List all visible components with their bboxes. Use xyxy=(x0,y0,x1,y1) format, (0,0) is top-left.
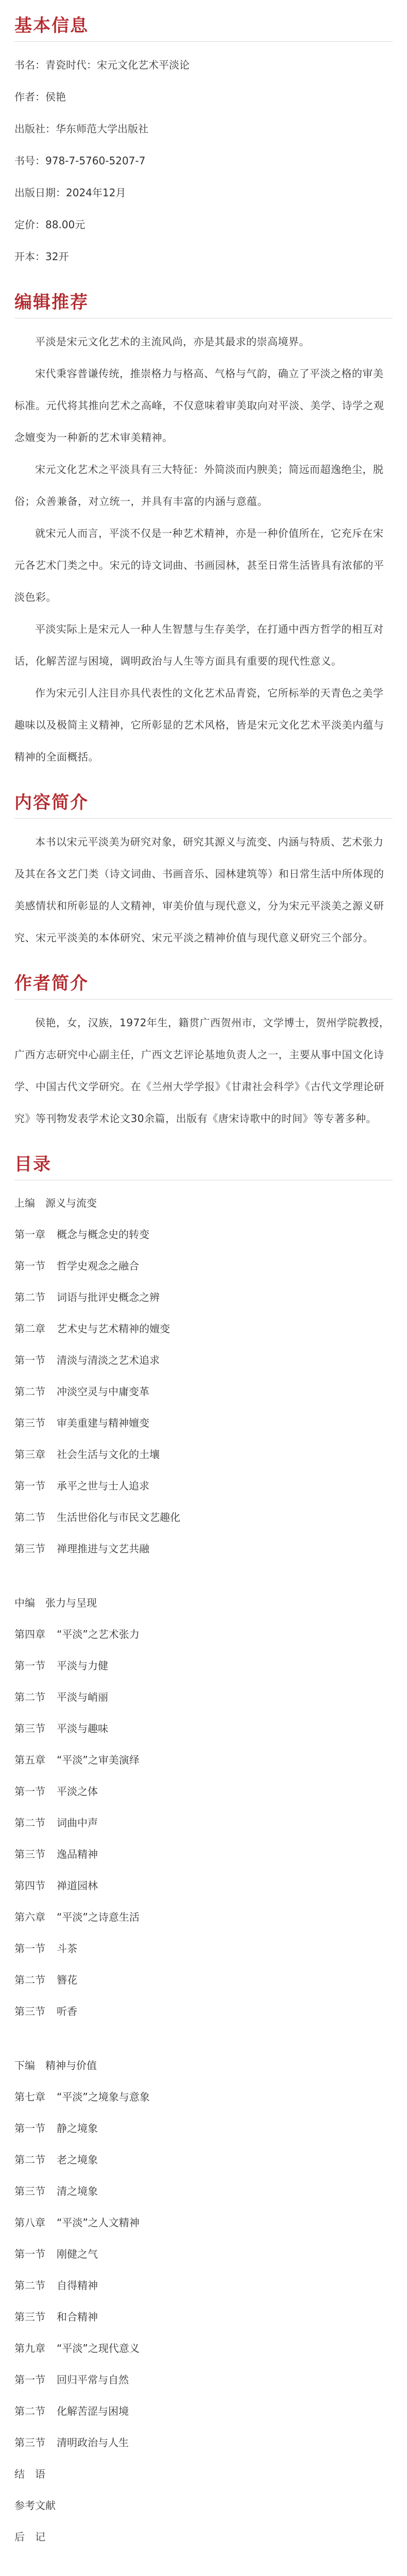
toc-entry xyxy=(14,2239,393,2270)
info-value: 侯艳 xyxy=(45,91,66,103)
toc-entry xyxy=(14,1870,393,1902)
toc-entry-number: 第六章 xyxy=(14,1911,45,1923)
toc-entry-number: 第九章 xyxy=(14,2342,45,2354)
toc-entry xyxy=(14,2081,393,2113)
toc-entry-number: 第一节 xyxy=(14,2374,45,2386)
toc-entry-number: 第一章 xyxy=(14,1228,45,1241)
toc-entry xyxy=(14,1996,393,2027)
toc-entry xyxy=(14,1502,393,1533)
toc-entry-title: 审美重建与精神嬗变 xyxy=(57,1417,149,1429)
toc-entry-title: 词曲中声 xyxy=(57,1817,98,1829)
toc-entry xyxy=(14,1776,393,1807)
toc-entry xyxy=(14,2364,393,2396)
toc-entry-number: 第五章 xyxy=(14,1754,45,1766)
toc-part-title: 下编 精神与价值 xyxy=(14,2059,97,2072)
toc-entry-number: 第二节 xyxy=(14,1817,45,1829)
toc-entry xyxy=(14,2427,393,2459)
toc-entry-number: 第一节 xyxy=(14,1354,45,1366)
info-value: 青瓷时代：宋元文化艺术平淡论 xyxy=(45,59,190,71)
info-value: 88.00元 xyxy=(45,218,86,231)
basic-info-list xyxy=(14,49,393,273)
toc-entry xyxy=(14,1313,393,1345)
toc-entry-title: 承平之世与士人追求 xyxy=(57,1480,149,1492)
toc-entry-title: 化解苦涩与困境 xyxy=(57,2405,129,2417)
toc-entry-number: 第三节 xyxy=(14,2436,45,2449)
info-row xyxy=(14,241,393,273)
toc-entry xyxy=(14,2396,393,2427)
editor-recommend-section xyxy=(14,289,393,773)
toc-heading: 目录 xyxy=(14,1154,52,1175)
toc-entry-number: 第三节 xyxy=(14,2005,45,2018)
toc-entry-number: 第二节 xyxy=(14,1291,45,1303)
toc-entry-title: 概念与概念史的转变 xyxy=(57,1228,149,1241)
toc-entry-number: 第二章 xyxy=(14,1323,45,1335)
toc-entry xyxy=(14,1933,393,1964)
toc-list xyxy=(14,1188,393,2553)
toc-spacer xyxy=(14,1565,393,1587)
toc-entry-number: 第三章 xyxy=(14,1448,45,1461)
toc-entry-number: 第二节 xyxy=(14,1691,45,1703)
info-label: 开本： xyxy=(14,250,45,263)
toc-entry xyxy=(14,1470,393,1502)
paragraph: 宋元文化艺术之平淡具有三大特征：外简淡而内腴美；简远而超逸绝尘，脱俗；众善兼备，对立统一，并具有丰富的内涵与意蕴。 xyxy=(14,463,384,507)
toc-entry-number: 第七章 xyxy=(14,2091,45,2103)
paragraph: 宋代秉容普谦传统，推崇格力与格高、气格与气韵，确立了平淡之格的审美标准。元代将其推向艺术之高峰，不仅意味着审美取向对平淡、美学、诗学之观念嬗变为一种新的艺术审美精神。 xyxy=(14,367,384,444)
author-intro-section xyxy=(14,970,393,1134)
toc-entry-title: “平淡”之诗意生活 xyxy=(57,1911,140,1923)
toc-entry-number: 第八章 xyxy=(14,2216,45,2229)
toc-entry-title: “平淡”之审美演绎 xyxy=(57,1754,140,1766)
paragraph: 作为宋元引人注目亦具代表性的文化艺术品青瓷，它所标举的天青色之美学趣味以及极简主义精神，它所彰显的艺术风格，皆是宋元文化艺术平淡美内蕴与精神的全面概括。 xyxy=(14,687,384,763)
paragraph: 平淡实际上是宋元人一种人生智慧与生存美学，在打通中西方哲学的相互对话，化解苦涩与困境，调明政治与人生等方面具有重要的现代性意义。 xyxy=(14,623,384,667)
toc-entry-number: 第一节 xyxy=(14,2248,45,2260)
toc-entry xyxy=(14,1376,393,1408)
info-label: 书名： xyxy=(14,59,45,71)
toc-entry-title: 和合精神 xyxy=(57,2311,98,2323)
toc-entry-number: 第二节 xyxy=(14,1385,45,1398)
divider xyxy=(14,41,393,42)
toc-entry xyxy=(14,2270,393,2301)
toc-entry-title: 逸品精神 xyxy=(57,1848,98,1860)
toc-entry xyxy=(14,1902,393,1933)
info-label: 定价： xyxy=(14,218,45,231)
toc-entry-number: 第一节 xyxy=(14,1785,45,1798)
info-row xyxy=(14,145,393,177)
toc-entry-number: 第三节 xyxy=(14,1543,45,1555)
info-label: 书号： xyxy=(14,155,45,167)
toc-entry-title: 禅理推进与文艺共融 xyxy=(57,1543,149,1555)
toc-entry-number: 第四节 xyxy=(14,1879,45,1892)
toc-entry xyxy=(14,1282,393,1313)
toc-entry-title: 平淡与峭丽 xyxy=(57,1691,108,1703)
toc-entry-number: 第二节 xyxy=(14,2154,45,2166)
content-intro-section xyxy=(14,789,393,954)
toc-entry-title: 老之境象 xyxy=(57,2154,98,2166)
editor-recommend-body xyxy=(14,326,393,773)
toc-entry-number: 第四章 xyxy=(14,1628,45,1640)
author-intro-heading: 作者简介 xyxy=(14,973,89,994)
toc-entry-title: 社会生活与文化的土壤 xyxy=(57,1448,160,1461)
toc-entry-title: 平淡之体 xyxy=(57,1785,98,1798)
toc-entry xyxy=(14,1713,393,1744)
toc-spacer xyxy=(14,2027,393,2050)
toc-entry xyxy=(14,2333,393,2364)
toc-entry xyxy=(14,1250,393,1282)
info-value: 32开 xyxy=(45,250,69,263)
toc-entry xyxy=(14,2207,393,2239)
toc-section xyxy=(14,1151,393,2553)
toc-entry-number: 第三节 xyxy=(14,2185,45,2197)
toc-entry-title: 平淡与力健 xyxy=(57,1659,108,1672)
toc-entry xyxy=(14,1219,393,1250)
toc-entry-number: 第三节 xyxy=(14,2311,45,2323)
info-row xyxy=(14,177,393,209)
toc-entry xyxy=(14,2144,393,2176)
basic-info-heading: 基本信息 xyxy=(14,15,89,36)
toc-entry-title: 自得精神 xyxy=(57,2279,98,2292)
info-row xyxy=(14,49,393,81)
content-intro-body xyxy=(14,826,393,954)
toc-entry-number: 第三节 xyxy=(14,1848,45,1860)
toc-entry xyxy=(14,2176,393,2207)
divider xyxy=(14,818,393,819)
basic-info-section xyxy=(14,12,393,273)
content-intro-heading: 内容简介 xyxy=(14,792,89,813)
toc-entry-title: 清明政治与人生 xyxy=(57,2436,129,2449)
editor-recommend-heading: 编辑推荐 xyxy=(14,292,89,313)
author-intro-body xyxy=(14,1007,393,1134)
toc-entry-title: 簪花 xyxy=(57,1974,77,1986)
info-label: 出版日期： xyxy=(14,187,66,199)
info-value: 978-7-5760-5207-7 xyxy=(45,155,146,167)
toc-entry-title: “平淡”之境象与意象 xyxy=(57,2091,150,2103)
toc-entry xyxy=(14,1807,393,1839)
toc-entry-number: 第三节 xyxy=(14,1722,45,1735)
toc-entry-title: 听香 xyxy=(57,2005,77,2018)
info-row xyxy=(14,113,393,145)
toc-entry-title: “平淡”之现代意义 xyxy=(57,2342,140,2354)
toc-entry-title: 生活世俗化与市民文艺趣化 xyxy=(57,1511,180,1523)
toc-entry-title: 回归平常与自然 xyxy=(57,2374,129,2386)
info-row xyxy=(14,81,393,113)
toc-entry xyxy=(14,1439,393,1470)
toc-part-title: 上编 源义与流变 xyxy=(14,1197,97,1209)
toc-entry-title: 冲淡空灵与中庸变革 xyxy=(57,1385,149,1398)
toc-entry-title: 静之境象 xyxy=(57,2122,98,2134)
toc-entry xyxy=(14,1408,393,1439)
toc-entry-title: “平淡”之艺术张力 xyxy=(57,1628,140,1640)
toc-tail-item: 结 语 xyxy=(14,2468,45,2480)
toc-entry-number: 第一节 xyxy=(14,1260,45,1272)
toc-entry xyxy=(14,1345,393,1376)
toc-entry-number: 第二节 xyxy=(14,1974,45,1986)
toc-entry xyxy=(14,1744,393,1776)
paragraph: 平淡是宋元文化艺术的主流风尚，亦是其最求的崇高境界。 xyxy=(35,335,310,348)
toc-entry xyxy=(14,1964,393,1996)
toc-entry-number: 第三节 xyxy=(14,1417,45,1429)
toc-entry-number: 第一节 xyxy=(14,1942,45,1955)
toc-part-title: 中编 张力与呈现 xyxy=(14,1597,97,1609)
toc-entry-number: 第二节 xyxy=(14,2405,45,2417)
toc-entry-title: 禅道园林 xyxy=(57,1879,98,1892)
info-row xyxy=(14,209,393,241)
toc-tail-item: 参考文献 xyxy=(14,2499,56,2512)
toc-entry xyxy=(14,1650,393,1682)
toc-entry-title: 艺术史与艺术精神的嬗变 xyxy=(57,1323,170,1335)
paragraph: 本书以宋元平淡美为研究对象，研究其源义与流变、内涵与特质、艺术张力及其在各文艺门类（诗文词曲、书画音乐、园林建筑等）和日常生活中所体现的美感情状和所彰显的人文精神，审美价值与现代意义，分为宋元平淡美之源义研究、宋元平淡美的本体研究、宋元平淡之精神价值与现代意义研究三个部分。 xyxy=(14,836,384,944)
toc-tail-item: 后 记 xyxy=(14,2531,45,2543)
info-label: 出版社： xyxy=(14,123,56,135)
toc-entry-number: 第一节 xyxy=(14,2122,45,2134)
toc-entry-title: 清之境象 xyxy=(57,2185,98,2197)
toc-entry-title: “平淡”之人文精神 xyxy=(57,2216,140,2229)
paragraph: 就宋元人而言，平淡不仅是一种艺术精神，亦是一种价值所在，它充斥在宋元各艺术门类之中。宋元的诗文词曲、书画园林，甚至日常生活皆具有浓郁的平淡色彩。 xyxy=(14,527,384,603)
toc-entry xyxy=(14,1839,393,1870)
toc-entry-title: 哲学史观念之融合 xyxy=(57,1260,139,1272)
toc-entry-number: 第二节 xyxy=(14,2279,45,2292)
info-value: 2024年12月 xyxy=(66,187,126,199)
info-label: 作者： xyxy=(14,91,45,103)
toc-entry xyxy=(14,1619,393,1650)
toc-entry-number: 第一节 xyxy=(14,1659,45,1672)
toc-entry-title: 平淡与趣味 xyxy=(57,1722,108,1735)
toc-entry-number: 第二节 xyxy=(14,1511,45,1523)
info-value: 华东师范大学出版社 xyxy=(56,123,148,135)
toc-entry xyxy=(14,2301,393,2333)
paragraph: 侯艳，女，汉族，1972年生，籍贯广西贺州市，文学博士，贺州学院教授，广西方志研究中心副主任，广西文艺评论基地负责人之一，主要从事中国文化诗学、中国古代文学研究。在《兰州大学学报》《甘肃社会科学》《古代文学理论研究》等刊物发表学术论文30余篇，出版有《唐宋诗歌中的时间》等专著多种。 xyxy=(14,1016,390,1125)
toc-entry-number: 第一节 xyxy=(14,1480,45,1492)
toc-entry-title: 词语与批评史概念之辨 xyxy=(57,1291,160,1303)
toc-entry xyxy=(14,1533,393,1565)
toc-entry-title: 刚健之气 xyxy=(57,2248,98,2260)
toc-entry-title: 斗茶 xyxy=(57,1942,77,1955)
toc-entry-title: 清淡与清淡之艺术追求 xyxy=(57,1354,160,1366)
toc-entry xyxy=(14,2113,393,2144)
toc-entry xyxy=(14,1682,393,1713)
